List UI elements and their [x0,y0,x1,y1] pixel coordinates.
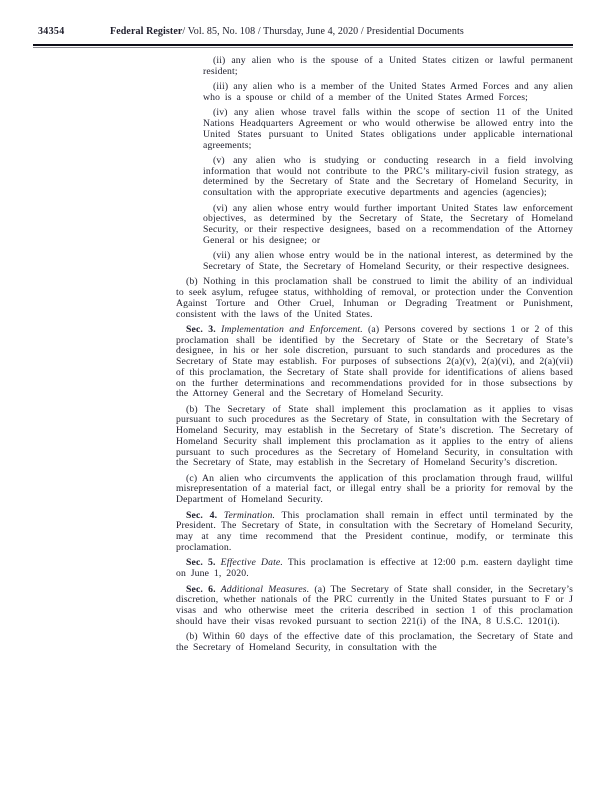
document-body [176,56,573,658]
section-title: Additional Measures. [220,583,310,595]
section-label: Sec. 4. [186,509,218,521]
paragraph: (b) Nothing in this proclamation shall be construed to limit the ability of an individual to seek asylum, refugee status, withholding of removal, or protection under the Convention Against Torture and Other Cruel, Inhuman or Degrading Treatment or Punishment, consistent with the laws of the United States. [176,276,573,320]
section-label: Sec. 6. [186,583,216,595]
paragraph: (b) Within 60 days of the effective date of this proclamation, the Secretary of State and the Secretary of Homeland Security, in consultation with the [176,631,573,653]
rule-thin-line [33,47,573,48]
publication-name: Federal Register [110,26,183,37]
paragraph: (iv) any alien whose travel falls within the scope of section 11 of the United Nations Headquarters Agreement or who would otherwise be allowed entry into the United States pursuant to United States obligations under applicable international agreements; [203,107,573,151]
section-label: Sec. 5. [186,557,216,569]
rule-thick-line [33,44,573,46]
section-title: Termination. [223,509,276,521]
section-title: Effective Date. [220,557,283,569]
section-paragraph: Sec. 4. Termination. This proclamation shall remain in effect until terminated by the President. The Secretary of State, in consultation with the Secretary of Homeland Security, may at any time recommend that the President continue, modify, or terminate this proclamation. [176,509,573,553]
section-paragraph: Sec. 6. Additional Measures. (a) The Secretary of State shall consider, in the Secretary’s discretion, whether nationals of the PRC currently in the United States pursuant to F or J visas and who otherwise meet the criteria described in section 1 of this proclamation should have their visas revoked pursuant to section 221(i) of the INA, 8 U.S.C. 1201(i). [176,583,573,627]
paragraph: (v) any alien who is studying or conducting research in a field involving information that would not contribute to the PRC’s military-civil fusion strategy, as determined by the Secretary of State and the Secretary of Homeland Security, in consultation with the appropriate executive departments and agencies (agencies); [203,155,573,199]
section-paragraph: Sec. 5. Effective Date. This proclamation is effective at 12:00 p.m. eastern daylight time on June 1, 2020. [176,557,573,579]
paragraph: (ii) any alien who is the spouse of a United States citizen or lawful permanent resident; [203,55,573,77]
section-label: Sec. 3. [186,324,216,336]
paragraph: (c) An alien who circumvents the application of this proclamation through fraud, willful misrepresentation of a material fact, or illegal entry shall be a priority for removal by the Department of Homeland Security. [176,472,573,506]
page-number: 34354 [38,26,65,37]
paragraph: (vii) any alien whose entry would be in the national interest, as determined by the Secretary of State, the Secretary of Homeland Security, or their respective designees. [203,250,573,272]
section-paragraph: Sec. 3. Implementation and Enforcement. (a) Persons covered by sections 1 or 2 of this proclamation shall be identified by the Secretary of State or the Secretary of State’s designee, in his or her sole discretion, pursuant to such standards and procedures as the Secretary of State may establish. For purposes of subsections 2(a)(v), 2(a)(vi), and 2(a)(vii) of this proclamation, the Secretary of State shall provide for identifications of aliens based on the further determinations and recommendations provided for in those subsections by the Attorney General and the Secretary of Homeland Security. [176,324,573,400]
paragraph: (iii) any alien who is a member of the United States Armed Forces and any alien who is a spouse or child of a member of the United States Armed Forces; [203,81,573,103]
paragraph: (vi) any alien whose entry would further important United States law enforcement objectives, as determined by the Secretary of State, the Secretary of Homeland Security, or their respective designees, based on a recommendation of the Attorney General or his designee; or [203,202,573,246]
citation-text: / Vol. 85, No. 108 / Thursday, June 4, 2020 / Presidential Documents [182,26,464,37]
header-double-rule [33,44,573,48]
header-citation [110,26,464,38]
section-title: Implementation and Enforcement. [221,324,363,336]
paragraph: (b) The Secretary of State shall implement this proclamation as it applies to visas pursuant to such procedures as the Secretary of State, in consultation with the Secretary of Homeland Security, may establish in the Secretary of State’s discretion. The Secretary of Homeland Security shall implement this proclamation as it applies to the entry of aliens pursuant to such procedures as the Secretary of Homeland Security, in consultation with the Secretary of State, may establish in the Secretary of Homeland Security’s discretion. [176,403,573,469]
